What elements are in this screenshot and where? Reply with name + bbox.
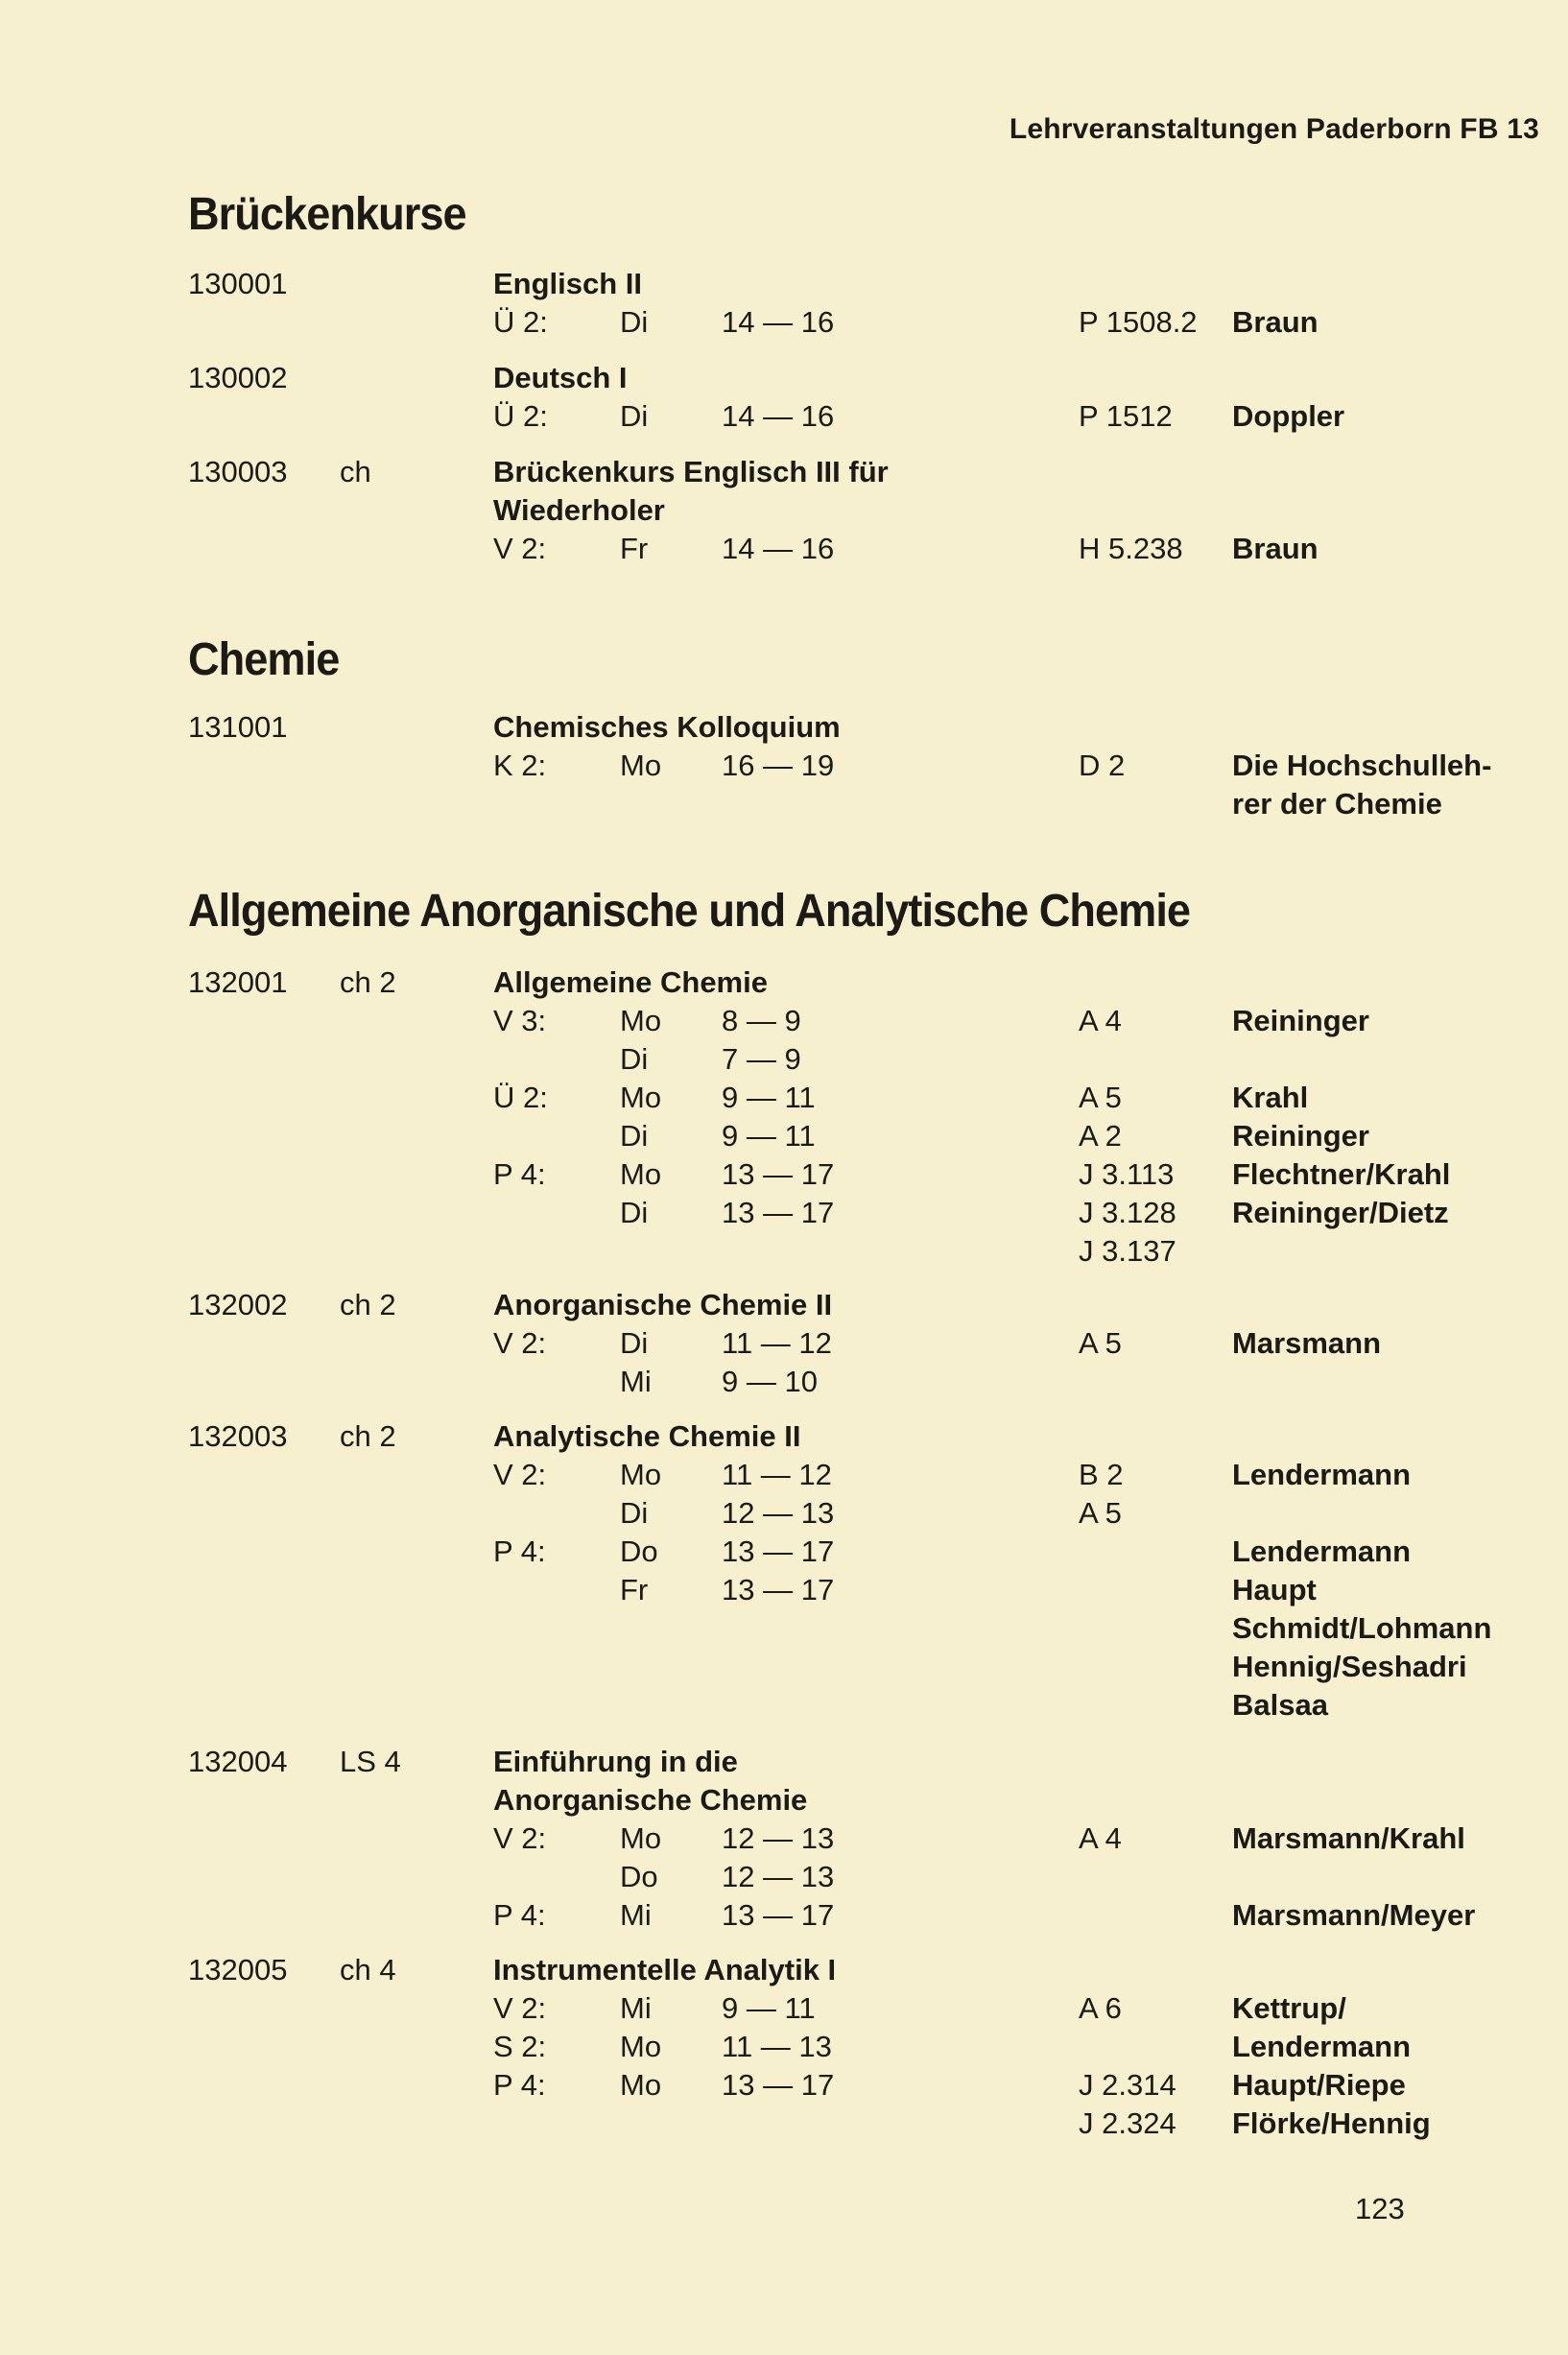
course-title: Deutsch I bbox=[493, 361, 628, 394]
session-room: J 3.128 bbox=[1079, 1196, 1176, 1229]
session-type: V 2: bbox=[493, 1991, 547, 2025]
session-time: 13 — 17 bbox=[722, 2068, 835, 2102]
course-title-continued: Wiederholer bbox=[493, 493, 665, 527]
section-title: Brückenkurse bbox=[188, 189, 466, 240]
session-type: K 2: bbox=[493, 749, 547, 782]
session-time: 13 — 17 bbox=[722, 1196, 835, 1229]
course-130002 bbox=[0, 359, 1568, 436]
session-day: Fr bbox=[620, 532, 649, 565]
session-lecturer: Lendermann bbox=[1232, 1534, 1412, 1568]
session-day: Di bbox=[620, 1496, 649, 1530]
session-day: Di bbox=[620, 1196, 649, 1229]
course-number: 132004 bbox=[188, 1745, 288, 1778]
session-day: Mi bbox=[620, 1991, 652, 2025]
course-title: Instrumentelle Analytik I bbox=[493, 1953, 837, 1986]
session-room: H 5.238 bbox=[1079, 532, 1183, 565]
session-lecturer: Haupt bbox=[1232, 1573, 1317, 1606]
session-lecturer: Lendermann bbox=[1232, 1458, 1412, 1491]
course-number: 130001 bbox=[188, 267, 288, 300]
course-130001 bbox=[0, 265, 1568, 342]
course-number: 132002 bbox=[188, 1288, 288, 1321]
session-room: J 2.314 bbox=[1079, 2068, 1176, 2102]
session-time: 14 — 16 bbox=[722, 532, 835, 565]
session-lecturer: Doppler bbox=[1232, 399, 1345, 433]
session-lecturer: Reininger bbox=[1232, 1004, 1369, 1037]
session-day: Fr bbox=[620, 1573, 649, 1606]
session-type: V 3: bbox=[493, 1004, 547, 1037]
session-type: Ü 2: bbox=[493, 399, 548, 433]
session-day: Do bbox=[620, 1534, 658, 1568]
session-type: P 4: bbox=[493, 1898, 546, 1932]
session-room: D 2 bbox=[1079, 749, 1126, 782]
session-room: J 3.137 bbox=[1079, 1234, 1176, 1268]
course-number: 132003 bbox=[188, 1419, 288, 1453]
session-room: A 5 bbox=[1079, 1326, 1122, 1360]
course-code: ch 4 bbox=[340, 1953, 396, 1986]
session-time: 11 — 12 bbox=[722, 1458, 832, 1491]
session-lecturer: Schmidt/Lohmann bbox=[1232, 1611, 1492, 1645]
session-time: 11 — 13 bbox=[722, 2030, 832, 2063]
course-title: Allgemeine Chemie bbox=[493, 965, 768, 999]
course-132004 bbox=[0, 1743, 1568, 1935]
session-room: P 1512 bbox=[1079, 399, 1173, 433]
course-title: Englisch II bbox=[493, 267, 643, 300]
session-type: P 4: bbox=[493, 1157, 546, 1191]
session-lecturer: Krahl bbox=[1232, 1081, 1309, 1114]
session-time: 12 — 13 bbox=[722, 1821, 835, 1855]
course-number: 132005 bbox=[188, 1953, 288, 1986]
course-code: ch 2 bbox=[340, 1419, 396, 1453]
course-code: ch bbox=[340, 455, 371, 488]
course-132005 bbox=[0, 1951, 1568, 2143]
session-lecturer: Reininger/Dietz bbox=[1232, 1196, 1449, 1229]
session-lecturer: Haupt/Riepe bbox=[1232, 2068, 1406, 2102]
course-number: 130002 bbox=[188, 361, 288, 394]
session-type: Ü 2: bbox=[493, 1081, 548, 1114]
course-number: 130003 bbox=[188, 455, 288, 488]
session-time: 13 — 17 bbox=[722, 1573, 835, 1606]
session-time: 14 — 16 bbox=[722, 399, 835, 433]
course-number: 131001 bbox=[188, 710, 288, 744]
session-lecturer: Marsmann bbox=[1232, 1326, 1382, 1360]
session-lecturer: Reininger bbox=[1232, 1119, 1369, 1153]
course-132003 bbox=[0, 1417, 1568, 1725]
session-lecturer: Lendermann bbox=[1232, 2030, 1412, 2063]
session-lecturer: rer der Chemie bbox=[1232, 787, 1442, 821]
session-lecturer: Die Hochschulleh- bbox=[1232, 749, 1492, 782]
session-day: Mi bbox=[620, 1898, 652, 1932]
page-number: 123 bbox=[1355, 2192, 1405, 2225]
session-day: Do bbox=[620, 1860, 658, 1893]
session-day: Mo bbox=[620, 2068, 662, 2102]
session-room: J 3.113 bbox=[1079, 1157, 1175, 1191]
course-code: ch 2 bbox=[340, 965, 396, 999]
course-title: Analytische Chemie II bbox=[493, 1419, 801, 1453]
session-time: 9 — 11 bbox=[722, 1119, 816, 1153]
course-131001 bbox=[0, 708, 1568, 823]
session-day: Mi bbox=[620, 1365, 652, 1398]
course-title-continued: Anorganische Chemie bbox=[493, 1783, 808, 1817]
session-room: A 6 bbox=[1079, 1991, 1122, 2025]
section-title: Chemie bbox=[188, 634, 340, 685]
course-130003 bbox=[0, 453, 1568, 568]
session-day: Di bbox=[620, 1119, 649, 1153]
course-132001 bbox=[0, 963, 1568, 1271]
session-room: A 2 bbox=[1079, 1119, 1122, 1153]
session-lecturer: Flörke/Hennig bbox=[1232, 2106, 1431, 2140]
session-lecturer: Hennig/Seshadri bbox=[1232, 1650, 1467, 1683]
session-day: Mo bbox=[620, 1458, 662, 1491]
running-header: Lehrveranstaltungen Paderborn FB 13 bbox=[1009, 113, 1539, 145]
session-lecturer: Balsaa bbox=[1232, 1688, 1328, 1722]
session-day: Di bbox=[620, 305, 649, 339]
session-time: 12 — 13 bbox=[722, 1496, 835, 1530]
course-title: Einführung in die bbox=[493, 1745, 738, 1778]
session-lecturer: Marsmann/Meyer bbox=[1232, 1898, 1476, 1932]
session-type: S 2: bbox=[493, 2030, 547, 2063]
section-title: Allgemeine Anorganische und Analytische Chemie bbox=[188, 886, 1191, 937]
session-lecturer: Braun bbox=[1232, 532, 1319, 565]
course-title: Brückenkurs Englisch III für bbox=[493, 455, 889, 488]
course-title: Anorganische Chemie II bbox=[493, 1288, 833, 1321]
course-code: ch 2 bbox=[340, 1288, 396, 1321]
session-type: V 2: bbox=[493, 1821, 547, 1855]
session-time: 14 — 16 bbox=[722, 305, 835, 339]
session-type: P 4: bbox=[493, 2068, 546, 2102]
session-time: 7 — 9 bbox=[722, 1042, 801, 1076]
session-lecturer: Braun bbox=[1232, 305, 1319, 339]
session-time: 12 — 13 bbox=[722, 1860, 835, 1893]
session-time: 13 — 17 bbox=[722, 1157, 835, 1191]
session-day: Mo bbox=[620, 749, 662, 782]
session-day: Mo bbox=[620, 1004, 662, 1037]
course-code: LS 4 bbox=[340, 1745, 401, 1778]
session-time: 8 — 9 bbox=[722, 1004, 801, 1037]
session-time: 9 — 11 bbox=[722, 1991, 816, 2025]
session-day: Mo bbox=[620, 1081, 662, 1114]
session-room: J 2.324 bbox=[1079, 2106, 1176, 2140]
session-lecturer: Flechtner/Krahl bbox=[1232, 1157, 1451, 1191]
session-room: A 5 bbox=[1079, 1081, 1122, 1114]
session-day: Mo bbox=[620, 1821, 662, 1855]
session-type: V 2: bbox=[493, 532, 547, 565]
session-time: 9 — 11 bbox=[722, 1081, 816, 1114]
session-type: P 4: bbox=[493, 1534, 546, 1568]
session-lecturer: Kettrup/ bbox=[1232, 1991, 1346, 2025]
session-room: P 1508.2 bbox=[1079, 305, 1198, 339]
session-room: A 4 bbox=[1079, 1821, 1122, 1855]
session-time: 13 — 17 bbox=[722, 1534, 835, 1568]
session-type: V 2: bbox=[493, 1458, 547, 1491]
session-day: Di bbox=[620, 1326, 649, 1360]
session-time: 16 — 19 bbox=[722, 749, 835, 782]
session-day: Mo bbox=[620, 1157, 662, 1191]
session-time: 9 — 10 bbox=[722, 1365, 818, 1398]
session-room: A 5 bbox=[1079, 1496, 1122, 1530]
session-time: 13 — 17 bbox=[722, 1898, 835, 1932]
session-day: Mo bbox=[620, 2030, 662, 2063]
course-number: 132001 bbox=[188, 965, 288, 999]
session-time: 11 — 12 bbox=[722, 1326, 832, 1360]
session-type: Ü 2: bbox=[493, 305, 548, 339]
session-day: Di bbox=[620, 399, 649, 433]
session-lecturer: Marsmann/Krahl bbox=[1232, 1821, 1465, 1855]
course-title: Chemisches Kolloquium bbox=[493, 710, 841, 744]
course-132002 bbox=[0, 1286, 1568, 1401]
session-type: V 2: bbox=[493, 1326, 547, 1360]
session-room: B 2 bbox=[1079, 1458, 1124, 1491]
session-room: A 4 bbox=[1079, 1004, 1122, 1037]
session-day: Di bbox=[620, 1042, 649, 1076]
